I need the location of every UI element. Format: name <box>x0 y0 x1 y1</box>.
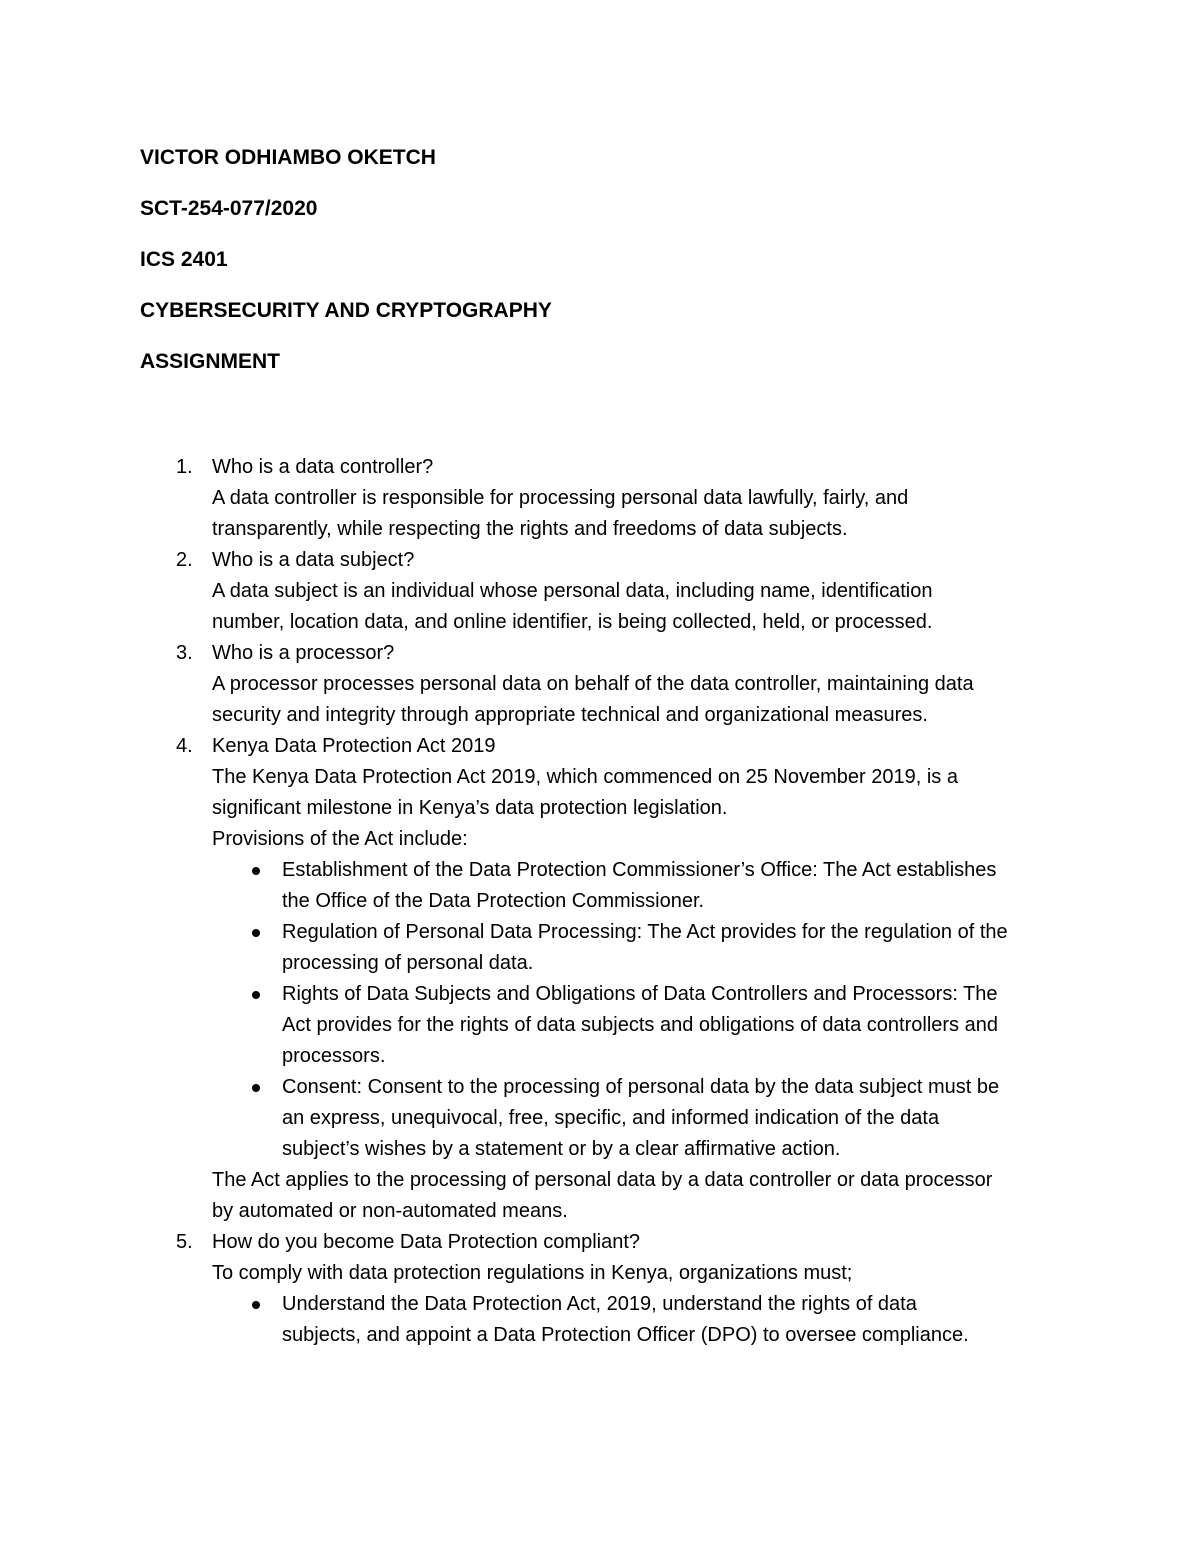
bullet-icon <box>252 929 260 937</box>
compliance-list <box>212 1289 1100 1351</box>
question-item <box>140 452 1100 545</box>
question-number: 2. <box>176 549 193 571</box>
question-item <box>140 545 1100 638</box>
question-text: Kenya Data Protection Act 2019 <box>212 735 496 757</box>
question-text: Who is a data subject? <box>212 549 415 571</box>
bullet-line: Act provides for the rights of data subjects and obligations of data controllers and <box>282 1014 998 1036</box>
bullet-item <box>212 855 1100 917</box>
bullet-line: the Office of the Data Protection Commissioner. <box>282 890 705 912</box>
bullet-line: Regulation of Personal Data Processing: The Act provides for the regulation of the <box>282 921 1008 943</box>
question-number: 5. <box>176 1231 193 1253</box>
bullet-line: processors. <box>282 1045 386 1067</box>
question-number: 1. <box>176 456 193 478</box>
provisions-list <box>212 855 1100 1165</box>
bullet-line: Consent: Consent to the processing of personal data by the data subject must be <box>282 1076 1000 1098</box>
document-header <box>140 143 1100 398</box>
question-list <box>140 452 1100 1351</box>
answer-line: A processor processes personal data on behalf of the data controller, maintaining data <box>212 673 974 695</box>
closing-line: The Act applies to the processing of personal data by a data controller or data processor <box>212 1169 993 1191</box>
bullet-line: Rights of Data Subjects and Obligations of Data Controllers and Processors: The <box>282 983 998 1005</box>
bullet-line: subjects, and appoint a Data Protection Officer (DPO) to oversee compliance. <box>282 1324 969 1346</box>
question-item <box>140 731 1100 1227</box>
bullet-item <box>212 1072 1100 1165</box>
question-text: Who is a processor? <box>212 642 395 664</box>
bullet-line: Establishment of the Data Protection Commissioner’s Office: The Act establishes <box>282 859 997 881</box>
bullet-item <box>212 1289 1100 1351</box>
registration-number: SCT-254-077/2020 <box>140 197 318 220</box>
bullet-item <box>212 979 1100 1072</box>
answer-line: transparently, while respecting the rights and freedoms of data subjects. <box>212 518 848 540</box>
answer-line: To comply with data protection regulations in Kenya, organizations must; <box>212 1262 853 1284</box>
question-text: How do you become Data Protection compliant? <box>212 1231 641 1253</box>
question-item <box>140 1227 1100 1351</box>
question-number: 4. <box>176 735 193 757</box>
document-type: ASSIGNMENT <box>140 350 281 373</box>
answer-line: security and integrity through appropriate technical and organizational measures. <box>212 704 928 726</box>
bullet-line: subject’s wishes by a statement or by a clear affirmative action. <box>282 1138 841 1160</box>
bullet-icon <box>252 991 260 999</box>
answer-line: A data subject is an individual whose personal data, including name, identification <box>212 580 933 602</box>
bullet-line: Understand the Data Protection Act, 2019, understand the rights of data <box>282 1293 917 1315</box>
answer-line: number, location data, and online identifier, is being collected, held, or processed. <box>212 611 933 633</box>
question-text: Who is a data controller? <box>212 456 434 478</box>
bullet-line: an express, unequivocal, free, specific, and informed indication of the data <box>282 1107 940 1129</box>
student-name: VICTOR ODHIAMBO OKETCH <box>140 146 436 169</box>
bullet-icon <box>252 1301 260 1309</box>
answer-line: significant milestone in Kenya’s data protection legislation. <box>212 797 728 819</box>
bullet-line: processing of personal data. <box>282 952 534 974</box>
bullet-icon <box>252 867 260 875</box>
bullet-item <box>212 917 1100 979</box>
question-item <box>140 638 1100 731</box>
question-number: 3. <box>176 642 193 664</box>
bullet-icon <box>252 1084 260 1092</box>
course-title: CYBERSECURITY AND CRYPTOGRAPHY <box>140 299 552 322</box>
course-code: ICS 2401 <box>140 248 228 271</box>
answer-line: The Kenya Data Protection Act 2019, which commenced on 25 November 2019, is a <box>212 766 958 788</box>
answer-line: Provisions of the Act include: <box>212 828 468 850</box>
answer-line: A data controller is responsible for processing personal data lawfully, fairly, and <box>212 487 909 509</box>
closing-line: by automated or non-automated means. <box>212 1200 568 1222</box>
